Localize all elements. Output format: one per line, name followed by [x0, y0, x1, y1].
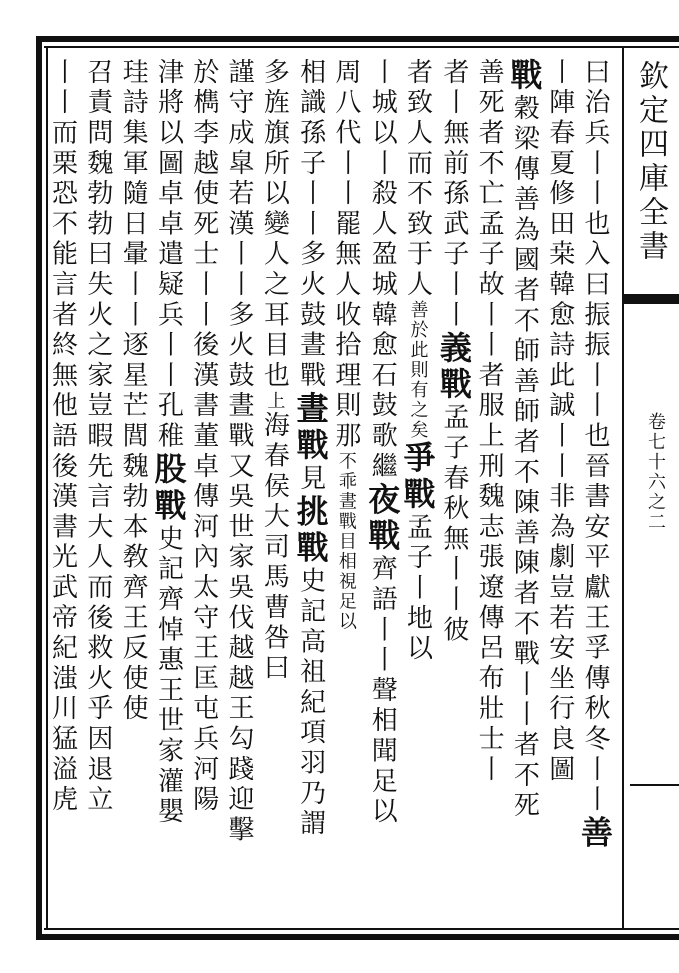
entry-heading: 夜戰 [363, 482, 402, 555]
entry-heading: 股戰 [149, 451, 188, 525]
body-text: 穀梁傳善為國者不師善師者不陳善陳者不戰丨丨者不死 [509, 94, 540, 822]
body-text: 津將以圖卓卓遣疑兵丨丨孔稚 [153, 58, 184, 452]
text-column [541, 58, 576, 920]
entry-heading: 晝戰 [291, 391, 330, 464]
text-column [149, 58, 188, 920]
body-text: 丨丨而栗恐不能言者終無他語後漢書光武帝紀滍川猛溢虎 [47, 58, 78, 816]
text-column [436, 58, 471, 920]
frame-bottom-inner-rule [44, 928, 679, 930]
text-column [328, 58, 364, 920]
annotation-text: 不乖晝戰目相視足以 [335, 451, 357, 632]
body-text: 孟子春秋無丨丨彼 [438, 403, 469, 646]
frame-top-rule [36, 36, 679, 42]
body-text: 丨城以丨殺人盈城韓愈石鼓歌繼 [367, 58, 398, 483]
body-text: 周八代丨丨罷無人收拾理則那 [330, 58, 361, 452]
entry-heading: 挑戰 [291, 494, 330, 567]
text-column [471, 58, 506, 920]
body-text: 閭魏勃本敎齊王反使使 [118, 421, 149, 725]
body-text: 謹守成皐若漢丨丨多火鼓晝戰又吳世家吳伐越越王勾踐迎擊 [224, 58, 255, 846]
body-text: 海春侯大司馬曹咎曰 [259, 411, 290, 685]
fold-tick-mark [630, 784, 679, 786]
fold-fishtail-bar [624, 294, 679, 304]
body-text: 孟子丨地以 [402, 513, 433, 665]
body-text: 丨陣春夏修田桒韓愈詩此誠丨丨非為劇豈若安坐行良圖 [544, 58, 575, 786]
text-column [291, 58, 330, 920]
frame-top-inner-rule [44, 46, 679, 48]
text-column [44, 58, 79, 920]
frame-bottom-rule [36, 934, 679, 940]
fold-juan-number: 卷七十六之二 [645, 412, 666, 532]
text-columns [47, 58, 614, 920]
body-text: 齊語丨丨聲相聞足以 [367, 554, 398, 828]
body-text: 召責問魏勃勃曰失火之家豈暇先言大人而後救火乎因退立 [82, 58, 113, 816]
frame-left-rule [36, 36, 42, 940]
body-text: 史記齊悼惠王世家灌嬰 [153, 524, 184, 828]
body-text: 者丨無前孫武子丨丨 [438, 58, 469, 331]
body-text: 史記高祖紀項羽乃謂 [295, 566, 326, 840]
text-column [115, 58, 150, 920]
body-text: 曰治兵丨丨也入曰振振丨丨也晉書安平獻王孚傳秋冬丨丨 [580, 58, 610, 816]
body-text: 見 [295, 463, 326, 495]
annotation-text: 善於此則有之矣 [407, 300, 429, 441]
body-text: 珪詩集軍隨日暈丨丨逐星芒 [118, 58, 149, 422]
text-column [185, 58, 220, 920]
entry-heading: 爭戰 [398, 440, 437, 514]
body-text: 相識孫子丨丨多火鼓晝戰 [295, 58, 326, 392]
entry-heading: 義戰 [434, 330, 473, 404]
body-text: 多旌旗所以變人之耳目也 [259, 58, 290, 392]
fold-divider [622, 46, 624, 930]
text-column [399, 58, 435, 920]
fold-book-title: 欽定四庫全書 [633, 60, 668, 264]
text-column [505, 58, 544, 920]
entry-heading: 戰 [505, 58, 544, 95]
text-column [256, 58, 292, 920]
annotation-text: 上 [264, 391, 286, 412]
body-text: 善死者不亡孟子故丨丨者服上刑魏志張遼傳呂布壯士丨 [474, 58, 505, 786]
body-text: 於檇李越使死士丨丨後漢書董卓傳河內太守王匡屯兵河陽 [188, 58, 219, 816]
entry-heading: 善 [576, 815, 614, 852]
text-column [80, 58, 115, 920]
text-column [221, 58, 256, 920]
text-column [363, 58, 402, 920]
text-column [577, 58, 612, 920]
body-text: 者致人而不致于人 [402, 58, 433, 301]
